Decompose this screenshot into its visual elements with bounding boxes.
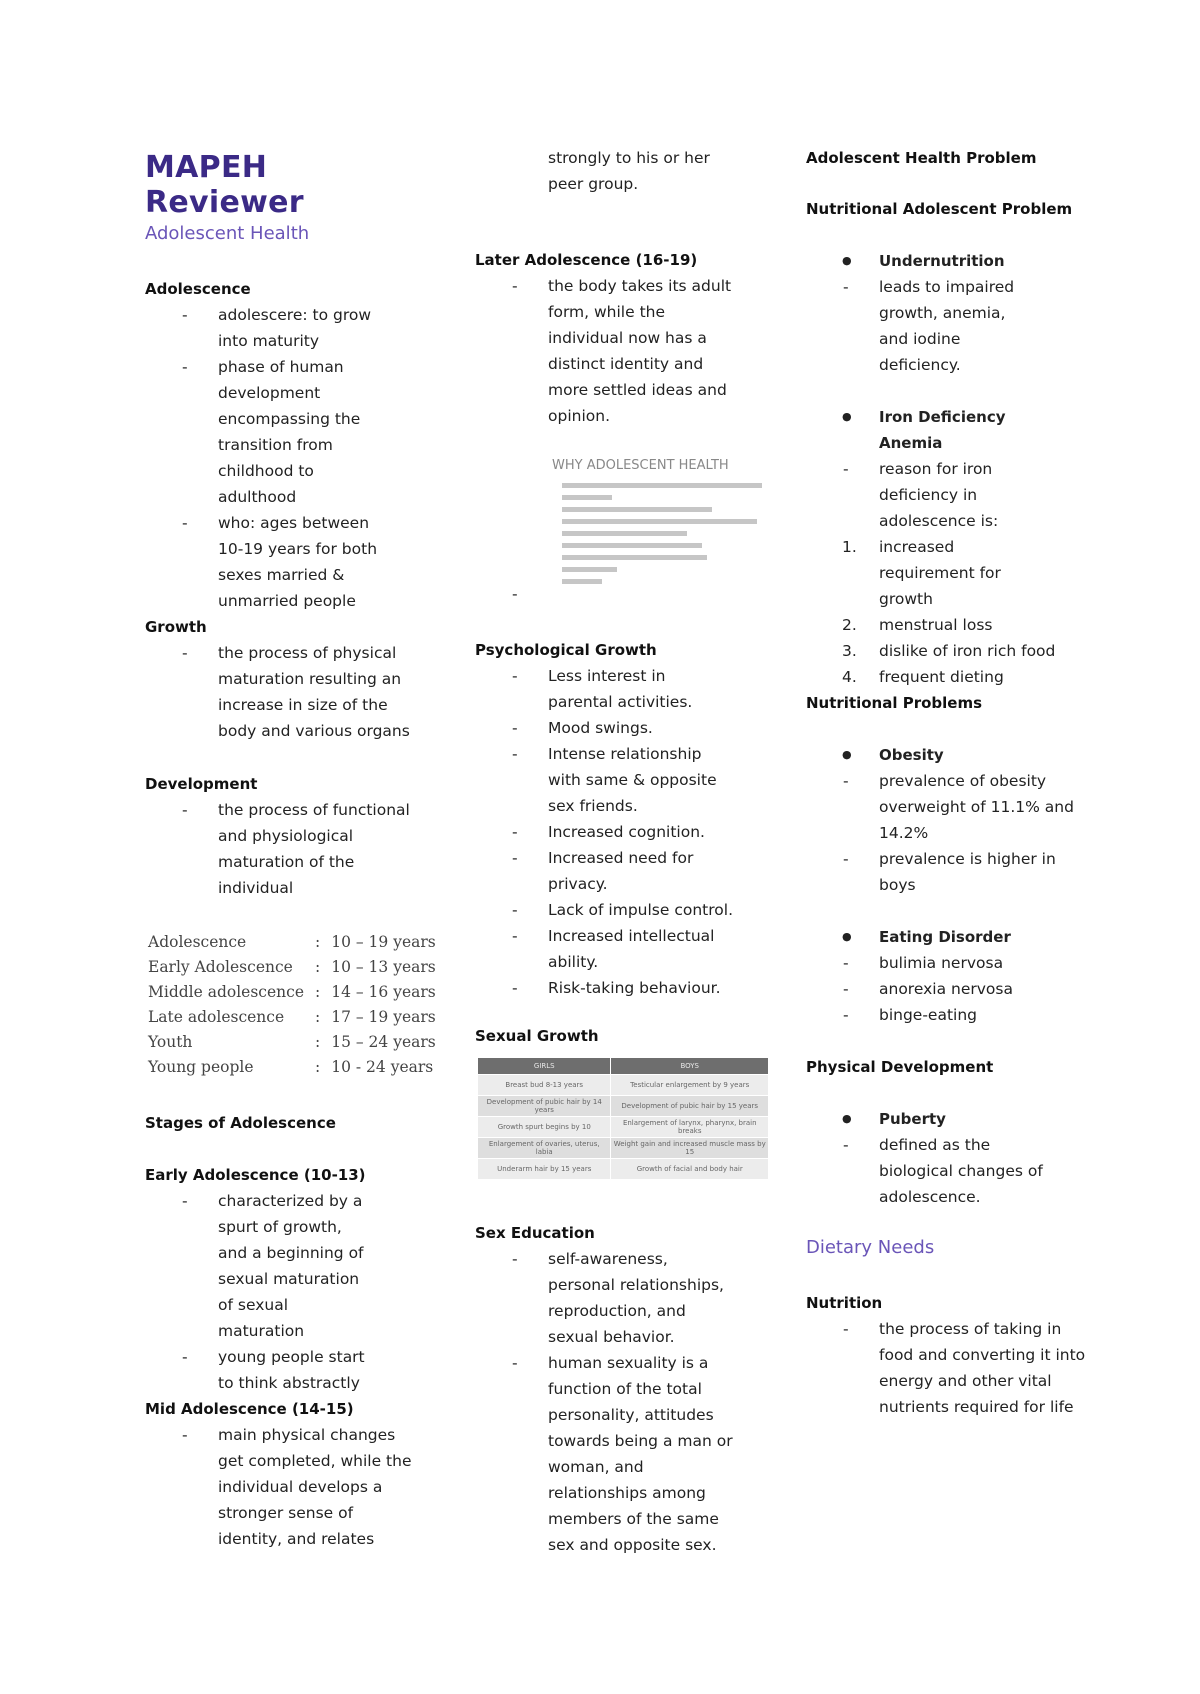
table-row — [478, 1117, 769, 1138]
table-cell: Weight gain and increased muscle mass by 15 — [611, 1138, 769, 1159]
age-stage: Adolescence — [148, 932, 247, 951]
list-item: - human sexuality is a function of the total personality, attitudes towards being a man or woman, and relationships among members of the same sex and opposite sex. — [475, 1350, 785, 1558]
mid-block — [145, 1396, 435, 1552]
heading-psychological-growth: Psychological Growth — [475, 641, 657, 659]
early-block — [145, 1162, 435, 1396]
table-row — [478, 1138, 769, 1159]
heading-nutritional-problems: Nutritional Problems — [806, 694, 983, 712]
iron-reasons-list — [806, 534, 1096, 690]
label-eating-disorder: ● Eating Disorder — [806, 924, 1096, 950]
age-sep: : — [315, 932, 321, 951]
image-line — [562, 519, 757, 524]
why-adolescent-health-image — [552, 458, 772, 598]
table-cell: Testicular enlargement by 9 years — [611, 1075, 769, 1096]
mid-continued-text: strongly to his or her peer group. — [548, 149, 710, 193]
list-text: frequent dieting — [879, 668, 1004, 686]
development-block — [145, 771, 435, 901]
image-line — [562, 543, 702, 548]
list-item: - the process of physical maturation resulting an increase in size of the body and various organs — [145, 640, 435, 744]
table-row — [478, 1075, 769, 1096]
image-line — [562, 495, 612, 500]
image-line — [562, 555, 707, 560]
iron-bullet — [806, 404, 1096, 456]
list-item: - prevalence of obesity overweight of 11.1% and 14.2% — [806, 768, 1096, 846]
table-cell: Growth spurt begins by 10 — [478, 1117, 611, 1138]
heading-physical-development: Physical Development — [806, 1058, 994, 1076]
obesity-list — [806, 768, 1096, 898]
mid-list — [145, 1422, 435, 1552]
sexual-growth-table — [477, 1057, 769, 1180]
table-cell: Development of pubic hair by 14 years — [478, 1096, 611, 1117]
age-range: 15 – 24 years — [331, 1032, 436, 1051]
label-undernutrition: ● Undernutrition — [806, 248, 1096, 274]
sex-education-block — [475, 1220, 785, 1558]
list-item — [806, 612, 1096, 638]
list-item: - the process of taking in food and converting it into energy and other vital nutrients required for life — [806, 1316, 1096, 1420]
image-line — [562, 579, 602, 584]
list-item: - Risk-taking behaviour. — [475, 975, 785, 1001]
later-list — [475, 273, 785, 429]
table-cell: Enlargement of ovaries, uterus, labia — [478, 1138, 611, 1159]
table-row — [143, 979, 442, 1004]
heading-mid-adolescence: Mid Adolescence (14-15) — [145, 1400, 354, 1418]
list-item: - self-awareness, personal relationships, reproduction, and sexual behavior. — [475, 1246, 785, 1350]
heading-growth: Growth — [145, 618, 207, 636]
iron-block — [806, 404, 1096, 690]
undernutrition-bullet — [806, 248, 1096, 274]
heading-early-adolescence: Early Adolescence (10-13) — [145, 1166, 366, 1184]
section-adolescent-health: Adolescent Health — [145, 223, 310, 244]
list-item: - young people start to think abstractly — [145, 1344, 435, 1396]
list-text: dislike of iron rich food — [879, 642, 1056, 660]
list-item: - who: ages between 10-19 years for both sexes married & unmarried people — [145, 510, 435, 614]
age-range: 10 – 19 years — [331, 932, 436, 951]
list-item: - Lack of impulse control. — [475, 897, 785, 923]
psych-list — [475, 663, 785, 1001]
puberty-list — [806, 1132, 1096, 1210]
list-text: increased requirement for growth — [879, 538, 1001, 608]
list-item — [806, 638, 1096, 664]
sexual-growth-table-image — [477, 1057, 787, 1180]
heading-adolescent-health-problem: Adolescent Health Problem — [806, 149, 1037, 167]
dash-marker: - — [512, 585, 518, 603]
page-title: MAPEH Reviewer — [145, 150, 304, 220]
list-text: menstrual loss — [879, 616, 993, 634]
header-boys: BOYS — [611, 1058, 769, 1075]
growth-list — [145, 640, 435, 744]
psych-block — [475, 637, 785, 1001]
heading-sexual-growth: Sexual Growth — [475, 1027, 599, 1045]
list-item: - bulimia nervosa — [806, 950, 1096, 976]
table-cell: Development of pubic hair by 15 years — [611, 1096, 769, 1117]
list-item — [806, 534, 1096, 612]
list-item: - characterized by a spurt of growth, and a beginning of sexual maturation of sexual maturation — [145, 1188, 435, 1344]
age-stage: Early Adolescence — [148, 957, 293, 976]
age-sep: : — [315, 982, 321, 1001]
heading-adolescence: Adolescence — [145, 280, 251, 298]
list-item: - Increased need for privacy. — [475, 845, 785, 897]
list-item: - the body takes its adult form, while the individual now has a distinct identity and more settled ideas and opinion. — [475, 273, 785, 429]
age-range: 17 – 19 years — [331, 1007, 436, 1026]
age-sep: : — [315, 1032, 321, 1051]
heading-development: Development — [145, 775, 258, 793]
age-sep: : — [315, 1007, 321, 1026]
list-item: - anorexia nervosa — [806, 976, 1096, 1002]
table-row — [143, 929, 442, 954]
iron-list — [806, 456, 1096, 534]
table-cell: Growth of facial and body hair — [611, 1159, 769, 1180]
obesity-block — [806, 742, 1096, 898]
heading-stages: Stages of Adolescence — [145, 1114, 336, 1132]
obesity-bullet — [806, 742, 1096, 768]
image-line — [562, 507, 712, 512]
age-stage: Late adolescence — [148, 1007, 285, 1026]
puberty-bullet — [806, 1106, 1096, 1132]
list-item: - prevalence is higher in boys — [806, 846, 1096, 898]
development-list — [145, 797, 435, 901]
label-iron-deficiency-anemia: ● Iron Deficiency Anemia — [806, 404, 1096, 456]
list-item: - the process of functional and physiological maturation of the individual — [145, 797, 435, 901]
table-row — [143, 1054, 442, 1079]
early-list — [145, 1188, 435, 1396]
table-row — [143, 1004, 442, 1029]
section-dietary-needs: Dietary Needs — [806, 1237, 935, 1258]
table-cell: Breast bud 8-13 years — [478, 1075, 611, 1096]
list-item: - Less interest in parental activities. — [475, 663, 785, 715]
nutrition-list — [806, 1316, 1096, 1420]
header-girls: GIRLS — [478, 1058, 611, 1075]
heading-sex-education: Sex Education — [475, 1224, 595, 1242]
list-item: - binge-eating — [806, 1002, 1096, 1028]
heading-nutrition: Nutrition — [806, 1294, 883, 1312]
label-obesity: ● Obesity — [806, 742, 1096, 768]
age-table-image — [143, 929, 443, 1079]
growth-block — [145, 614, 435, 744]
list-item: - Increased intellectual ability. — [475, 923, 785, 975]
list-item: - Mood swings. — [475, 715, 785, 741]
list-number: 2. — [842, 616, 857, 634]
list-item: - phase of human development encompassing the transition from childhood to adulthood — [145, 354, 435, 510]
puberty-block — [806, 1106, 1096, 1210]
nutrition-block — [806, 1290, 1096, 1420]
eating-list — [806, 950, 1096, 1028]
table-header-row — [478, 1058, 769, 1075]
eating-block — [806, 924, 1096, 1028]
later-block — [475, 247, 785, 429]
list-item — [806, 664, 1096, 690]
age-range: 10 – 13 years — [331, 957, 436, 976]
why-title: WHY ADOLESCENT HEALTH — [552, 458, 729, 473]
age-stage: Middle adolescence — [148, 982, 304, 1001]
undernutrition-list — [806, 274, 1096, 378]
table-row — [143, 954, 442, 979]
image-line — [562, 483, 762, 488]
list-item: - reason for iron deficiency in adolescence is: — [806, 456, 1096, 534]
heading-nutritional-adolescent-problem: Nutritional Adolescent Problem — [806, 200, 1073, 218]
table-row — [478, 1096, 769, 1117]
age-range: 10 - 24 years — [331, 1057, 434, 1076]
list-number: 4. — [842, 668, 857, 686]
table-row — [478, 1159, 769, 1180]
list-number: 1. — [842, 538, 857, 556]
list-item: - adolescere: to grow into maturity — [145, 302, 435, 354]
image-line — [562, 567, 617, 572]
age-sep: : — [315, 957, 321, 976]
eating-bullet — [806, 924, 1096, 950]
sex-education-list — [475, 1246, 785, 1558]
undernutrition-block — [806, 248, 1096, 378]
list-item: - Increased cognition. — [475, 819, 785, 845]
age-stage: Youth — [148, 1032, 193, 1051]
list-item: - defined as the biological changes of adolescence. — [806, 1132, 1096, 1210]
adolescence-list — [145, 302, 435, 614]
list-item: - leads to impaired growth, anemia, and iodine deficiency. — [806, 274, 1096, 378]
table-cell: Underarm hair by 15 years — [478, 1159, 611, 1180]
heading-later-adolescence: Later Adolescence (16-19) — [475, 251, 698, 269]
label-puberty: ● Puberty — [806, 1106, 1096, 1132]
age-stage: Young people — [148, 1057, 254, 1076]
list-item: - main physical changes get completed, while the individual develops a stronger sense of identity, and relates — [145, 1422, 435, 1552]
age-sep: : — [315, 1057, 321, 1076]
age-table — [143, 929, 442, 1079]
table-cell: Enlargement of larynx, pharynx, brain breaks — [611, 1117, 769, 1138]
age-range: 14 – 16 years — [331, 982, 436, 1001]
image-line — [562, 531, 687, 536]
table-row — [143, 1029, 442, 1054]
list-number: 3. — [842, 642, 857, 660]
adolescence-block — [145, 276, 435, 614]
list-item: - Intense relationship with same & opposite sex friends. — [475, 741, 785, 819]
